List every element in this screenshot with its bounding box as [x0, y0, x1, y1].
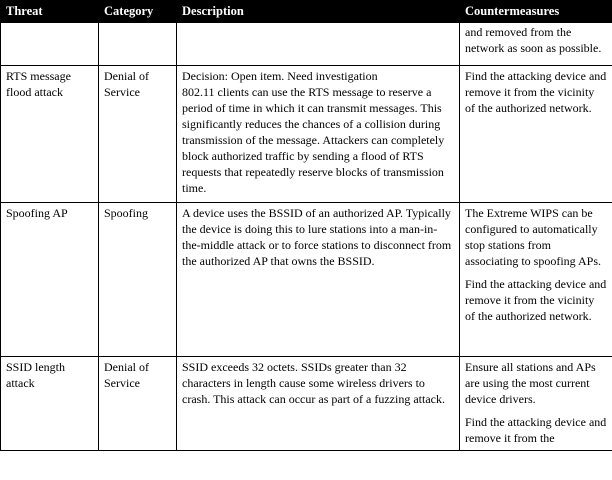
description-text: A device uses the BSSID of an authorized AP. Typically the device is doing this to lure stations into a man-in-the-middle attack or to force stations to disconnect from the authorized AP that owns the BSSID. — [182, 206, 452, 268]
table-row — [1, 66, 612, 203]
cell-threat: RTS message flood attack — [1, 66, 99, 203]
cell-category — [99, 23, 177, 66]
cell-category: Denial of Service — [99, 66, 177, 203]
table-header-row — [1, 1, 612, 23]
cell-threat — [1, 23, 99, 66]
cell-countermeasures — [460, 357, 612, 451]
cell-description — [177, 23, 460, 66]
cell-description — [177, 203, 460, 357]
cell-countermeasures — [460, 203, 612, 357]
description-text: Decision: Open item. Need investigation — [182, 69, 378, 83]
table-row — [1, 203, 612, 357]
table-row-continued — [1, 23, 612, 66]
cell-category: Denial of Service — [99, 357, 177, 451]
header-category: Category — [99, 1, 177, 23]
header-countermeasures: Countermeasures — [460, 1, 612, 23]
cell-category: Spoofing — [99, 203, 177, 357]
cell-description — [177, 357, 460, 451]
countermeasure-text: Find the attacking device and remove it from the vicinity of the authorized network. — [465, 277, 607, 323]
description-text: 802.11 clients can use the RTS message to reserve a period of time in which it can transmit messages. This significantly reduces the chances of a collision during transmission of the message. Attackers can completely block authorized traffic by sending a flood of RTS requests that repeatedly reserve blocks of transmission time. — [182, 85, 445, 195]
countermeasure-text: and removed from the network as soon as possible. — [465, 25, 602, 55]
countermeasure-text: Ensure all stations and APs are using the most current device drivers. — [465, 360, 596, 406]
table-row — [1, 357, 612, 451]
header-description: Description — [177, 1, 460, 23]
cell-threat: Spoofing AP — [1, 203, 99, 357]
countermeasure-text: The Extreme WIPS can be configured to automatically stop stations from associating to spoofing APs. — [465, 206, 602, 268]
countermeasure-text: Find the attacking device and remove it from the vicinity of the authorized network. — [465, 69, 607, 115]
countermeasure-text: Find the attacking device and remove it from the — [465, 415, 607, 445]
cell-threat: SSID length attack — [1, 357, 99, 451]
cell-countermeasures — [460, 66, 612, 203]
cell-description — [177, 66, 460, 203]
header-threat: Threat — [1, 1, 99, 23]
cell-countermeasures — [460, 23, 612, 66]
description-text: SSID exceeds 32 octets. SSIDs greater than 32 characters in length cause some wireless drivers to crash. This attack can occur as part of a fuzzing attack. — [182, 360, 445, 406]
